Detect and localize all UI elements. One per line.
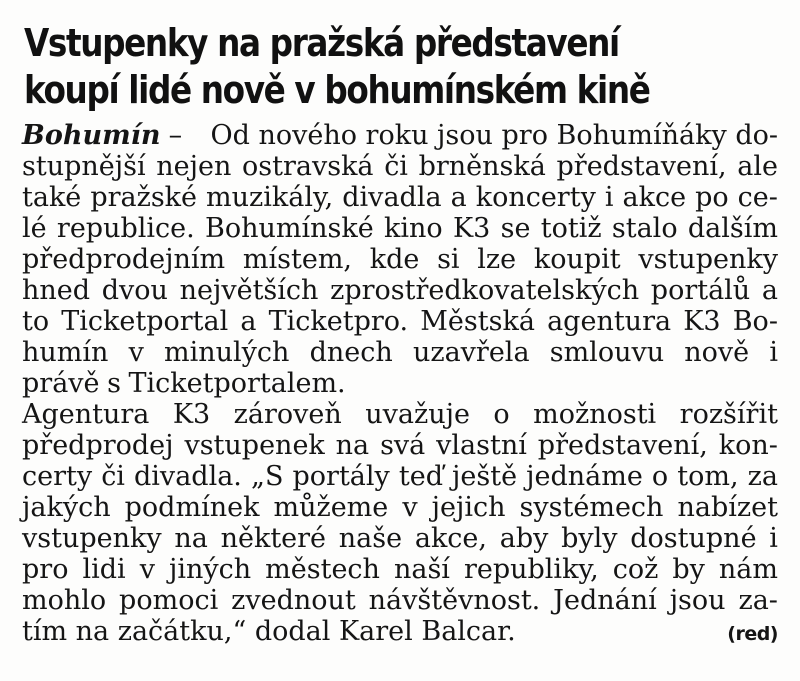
word: a	[761, 275, 778, 306]
word: Městská	[420, 306, 535, 337]
word: dalším	[687, 213, 778, 244]
word: vstupenky	[638, 244, 778, 275]
word: tom,	[677, 461, 739, 492]
article-line	[22, 368, 778, 399]
word: Ticketportalem.	[128, 368, 346, 399]
word: vstupenky	[22, 523, 162, 554]
word: Agentura	[22, 399, 150, 430]
word: představení,	[556, 151, 727, 182]
word: možnosti	[533, 399, 657, 430]
word: naše	[338, 523, 403, 554]
word: K3	[683, 306, 721, 337]
word: či	[384, 151, 408, 182]
dateline-dash: –	[168, 120, 183, 151]
word: a	[450, 182, 467, 213]
word: Bo-	[732, 306, 778, 337]
word: pomoci	[119, 585, 219, 616]
word: akce	[622, 182, 687, 213]
word: v	[128, 337, 144, 368]
word: lze	[477, 244, 517, 275]
word: jsou	[669, 585, 726, 616]
article-line	[22, 182, 778, 213]
word: lé	[22, 213, 47, 244]
word: Jednání	[553, 585, 657, 616]
word: byly	[561, 523, 618, 554]
word: v	[139, 554, 155, 585]
word: to	[22, 306, 50, 337]
article-line	[22, 430, 778, 461]
word: si	[437, 244, 460, 275]
word: hned	[22, 275, 91, 306]
word: Ticketportal	[61, 306, 229, 337]
article-line-text: Od nového roku jsou pro Bohumíňáky do-	[210, 120, 778, 151]
word: totiž	[540, 213, 602, 244]
word: rozšířit	[679, 399, 778, 430]
word: brněnská	[418, 151, 546, 182]
article-line	[22, 585, 778, 616]
word: svá	[380, 430, 426, 461]
headline-line-2: koupí lidé nově v bohumínském kině	[24, 68, 650, 112]
word: smlouvu	[549, 337, 665, 368]
word: podmínek	[124, 492, 260, 523]
word: za-	[738, 585, 778, 616]
article-line	[22, 523, 778, 554]
word: některé	[220, 523, 327, 554]
word: uzavřela	[412, 337, 530, 368]
article-line	[22, 275, 778, 306]
headline-line-1: Vstupenky na pražská představení	[24, 21, 619, 65]
word: dostupné	[630, 523, 757, 554]
word: koupit	[533, 244, 621, 275]
word: můžeme	[273, 492, 389, 523]
word: humín	[22, 337, 109, 368]
word: uvažuje	[365, 399, 470, 430]
word: po	[695, 182, 729, 213]
word: zprostředkovatelských	[330, 275, 640, 306]
paragraph-1	[22, 151, 778, 399]
word: ještě	[452, 461, 518, 492]
word: o	[493, 399, 510, 430]
dateline-city: Bohumín	[22, 120, 161, 151]
word: koncerty	[475, 182, 596, 213]
word: předprodej	[22, 430, 174, 461]
article-headline	[24, 20, 650, 114]
word: naší	[393, 554, 450, 585]
word: minulých	[164, 337, 290, 368]
word: kon-	[718, 430, 778, 461]
word: i	[769, 337, 778, 368]
article-line	[22, 244, 778, 275]
word: kde	[369, 244, 420, 275]
article-line	[22, 306, 778, 337]
article-line	[22, 554, 778, 585]
word: zároveň	[233, 399, 342, 430]
word: pro	[22, 554, 69, 585]
word: divadla	[342, 182, 442, 213]
word: divadla.	[134, 461, 242, 492]
word: mohlo	[22, 585, 107, 616]
word: muzikály,	[206, 182, 334, 213]
word: agentura	[547, 306, 672, 337]
author-signature: (red)	[727, 623, 778, 645]
article-line	[22, 337, 778, 368]
word: i	[604, 182, 614, 213]
word: systémech	[519, 492, 664, 523]
word: s	[107, 368, 121, 399]
word: ce-	[737, 182, 778, 213]
word: stupnější	[22, 151, 146, 182]
word: republice.	[56, 213, 195, 244]
word: akce,	[414, 523, 487, 554]
article-line	[22, 399, 778, 430]
article-body	[22, 120, 778, 647]
article-line-final: tím na začátku,“ dodal Karel Balcar.	[22, 616, 516, 647]
word: dnech	[309, 337, 393, 368]
word: by	[672, 554, 705, 585]
word: v	[402, 492, 418, 523]
word: jakých	[22, 492, 111, 523]
article-line	[22, 151, 778, 182]
word: i	[769, 523, 778, 554]
word: a	[240, 306, 257, 337]
word: zvednout	[231, 585, 356, 616]
word: vlastní	[436, 430, 527, 461]
word: K3	[172, 399, 211, 430]
word: ale	[737, 151, 778, 182]
word: jejich	[431, 492, 506, 523]
word: o	[651, 461, 669, 492]
word: což	[612, 554, 659, 585]
word: „S	[250, 461, 284, 492]
word: právě	[22, 368, 100, 399]
word: aby	[499, 523, 549, 554]
word: či	[101, 461, 125, 492]
word: předprodejním	[22, 244, 226, 275]
word: pražské	[90, 182, 198, 213]
word: jednáme	[526, 461, 643, 492]
word: Bohumínské	[205, 213, 374, 244]
article-line	[22, 120, 778, 151]
word: portály	[292, 461, 390, 492]
word: místem,	[242, 244, 352, 275]
word: teď	[398, 461, 443, 492]
article-line	[22, 461, 778, 492]
word: kino	[384, 213, 443, 244]
article-line	[22, 213, 778, 244]
word: stalo	[611, 213, 678, 244]
word: největších	[179, 275, 319, 306]
word: jiných	[168, 554, 252, 585]
word: na	[174, 523, 208, 554]
word: republiky,	[463, 554, 599, 585]
word: vstupenek	[184, 430, 325, 461]
word: dvou	[101, 275, 168, 306]
word: K3	[452, 213, 491, 244]
word: městech	[265, 554, 380, 585]
article-final-row	[22, 616, 778, 647]
word: nabízet	[677, 492, 778, 523]
word: na	[335, 430, 370, 461]
word: Ticketpro.	[268, 306, 409, 337]
word: nám	[718, 554, 778, 585]
word: portálů	[650, 275, 751, 306]
word: se	[500, 213, 531, 244]
word: návštěvnost.	[368, 585, 541, 616]
word: ostravská	[242, 151, 374, 182]
word: nejen	[156, 151, 232, 182]
paragraph-2	[22, 399, 778, 616]
word: také	[22, 182, 82, 213]
word: za	[747, 461, 778, 492]
word: lidi	[82, 554, 126, 585]
article-line	[22, 492, 778, 523]
word: představení,	[537, 430, 708, 461]
word: certy	[22, 461, 93, 492]
word: nově	[684, 337, 750, 368]
